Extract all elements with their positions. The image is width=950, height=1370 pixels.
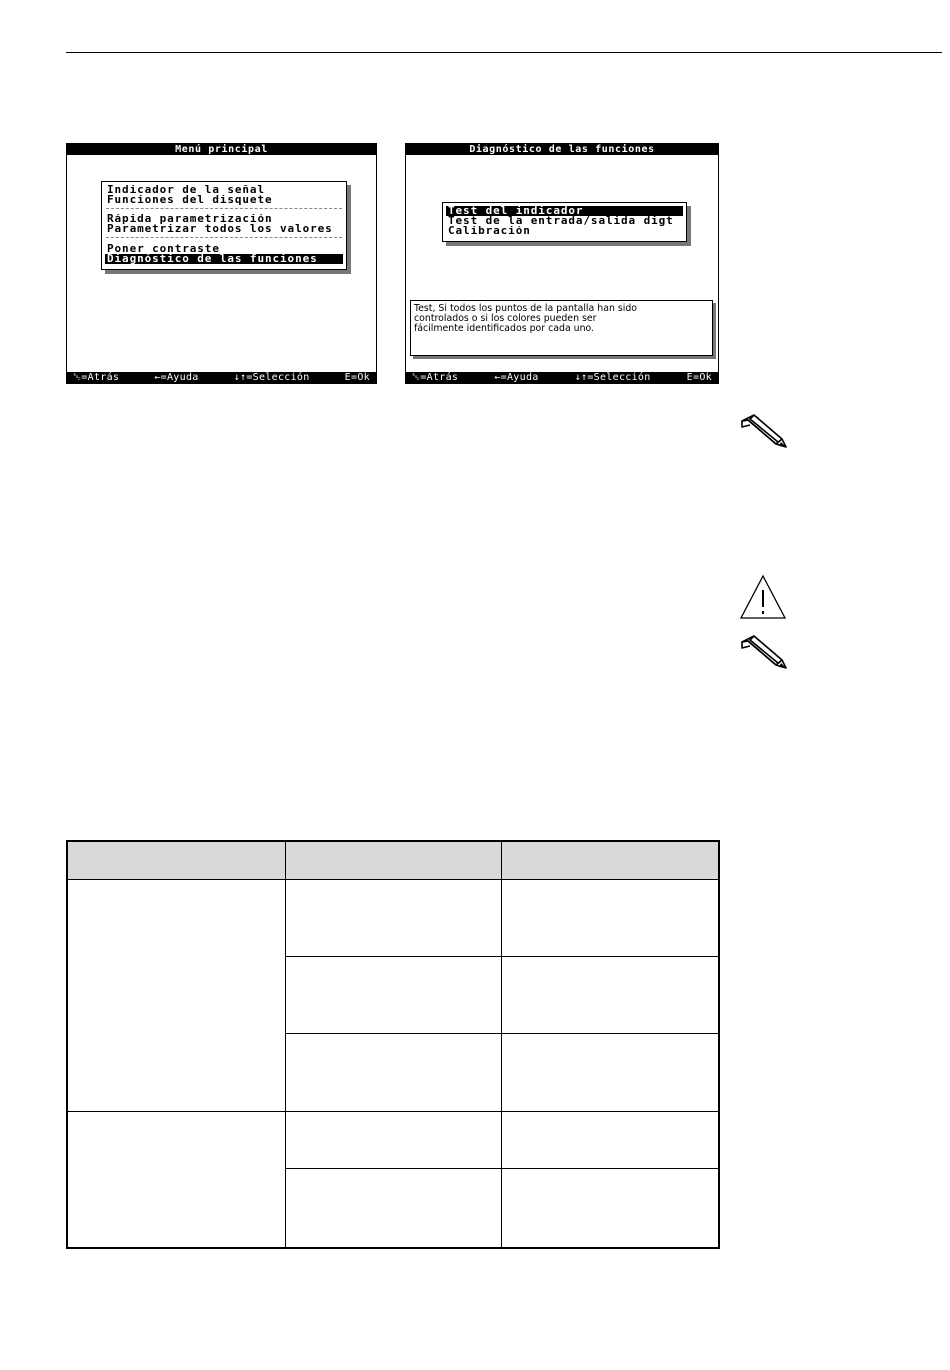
note-pencil-icon	[738, 413, 788, 449]
table-cell	[501, 957, 719, 1034]
help-text-box	[410, 300, 713, 356]
status-select: ↓↑=Selección	[233, 372, 310, 383]
top-rule	[66, 52, 942, 53]
note-pencil-icon	[738, 634, 788, 670]
menu-item-io-test[interactable]: Test de la entrada/salida digt	[448, 216, 674, 226]
menu-item-full-setup[interactable]: Parametrizar todos los valores	[107, 224, 333, 234]
status-back: ␛=Atrás	[412, 372, 459, 383]
table-cell	[501, 1112, 719, 1169]
table-row	[67, 1112, 719, 1169]
status-help: ←=Ayuda	[154, 372, 199, 383]
table-header-row	[67, 841, 719, 880]
menu-item-disk-functions[interactable]: Funciones del disquete	[107, 195, 273, 205]
menu-item-quick-setup[interactable]: Rápida parametrización	[107, 214, 273, 224]
table-cell	[285, 880, 501, 957]
status-bar	[67, 372, 376, 383]
screen-title: Diagnóstico de las funciones	[406, 144, 718, 155]
diagnostics-screen	[405, 143, 719, 384]
menu-item-contrast[interactable]: Poner contraste	[107, 244, 220, 254]
table-cell	[285, 957, 501, 1034]
menu-item-diagnostics[interactable]: Diagnóstico de las funciones	[105, 254, 343, 264]
help-line: controlados o si los colores pueden ser	[414, 313, 597, 324]
status-ok: E=Ok	[686, 372, 712, 383]
menu-item-display-test[interactable]: Test del indicador	[446, 206, 683, 216]
menu-separator	[106, 237, 342, 238]
screen-title: Menú principal	[67, 144, 376, 155]
table-cell	[67, 880, 285, 1112]
status-bar	[406, 372, 718, 383]
table-cell	[285, 1112, 501, 1169]
table-row	[67, 880, 719, 957]
spec-table	[66, 840, 720, 1249]
warning-triangle-icon	[738, 574, 788, 620]
table-cell	[501, 1169, 719, 1248]
diagnostics-menu	[442, 202, 687, 242]
status-ok: E=Ok	[344, 372, 370, 383]
table-header-cell	[285, 841, 501, 880]
table-cell	[285, 1169, 501, 1248]
status-select: ↓↑=Selección	[574, 372, 651, 383]
table-cell	[501, 1034, 719, 1112]
table-cell	[501, 880, 719, 957]
table-header-cell	[501, 841, 719, 880]
table-header-cell	[67, 841, 285, 880]
help-line: fácilmente identificados por cada uno.	[414, 323, 595, 334]
main-menu-screen	[66, 143, 377, 384]
status-help: ←=Ayuda	[494, 372, 539, 383]
table-cell	[285, 1034, 501, 1112]
main-menu	[101, 181, 347, 270]
menu-item-calibration[interactable]: Calibración	[448, 226, 531, 236]
help-line: Test, Si todos los puntos de la pantalla han sido	[414, 303, 638, 314]
table-cell	[67, 1112, 285, 1248]
menu-separator	[106, 208, 342, 209]
status-back: ␛=Atrás	[73, 372, 120, 383]
menu-item-signal-indicator[interactable]: Indicador de la señal	[107, 185, 265, 195]
